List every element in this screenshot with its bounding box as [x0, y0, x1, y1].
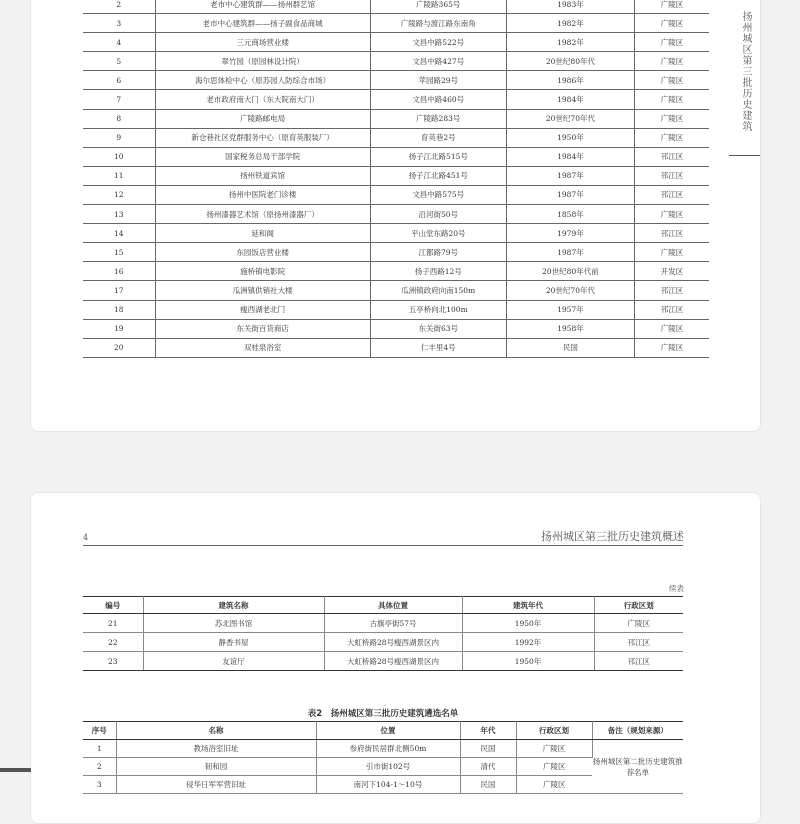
- cell-no: 7: [83, 90, 155, 109]
- table-row: [83, 147, 709, 166]
- cell-loc: 育英巷2号: [370, 128, 506, 147]
- cell-name: 海尔思体检中心（原苏园人防综合市场）: [155, 71, 370, 90]
- cell-district: 邗江区: [634, 147, 709, 166]
- table-row: [83, 319, 709, 338]
- cell-year: 民国: [506, 338, 634, 357]
- cell-loc: 大虹桥路28号瘦西湖景区内: [324, 652, 462, 671]
- cell-district: 广陵区: [516, 740, 592, 758]
- cell-loc: 文昌中路427号: [370, 52, 506, 71]
- cell-no: 5: [83, 52, 155, 71]
- vertical-section-title: 扬州城区第三批历史建筑: [740, 11, 751, 132]
- cell-no: 11: [83, 166, 155, 185]
- cell-year: 20世纪70年代: [506, 281, 634, 300]
- cell-no: 17: [83, 281, 155, 300]
- cell-loc: 文昌中路575号: [370, 185, 506, 204]
- table-row: [83, 185, 709, 204]
- cell-loc: 平山堂东路20号: [370, 224, 506, 243]
- header-cell: 年代: [460, 722, 516, 740]
- header-cell: 序号: [83, 722, 116, 740]
- cell-no: 23: [83, 652, 143, 671]
- cell-name: 东关街百货商店: [155, 319, 370, 338]
- cell-loc: 沿河街50号: [370, 205, 506, 224]
- cell-name: 静香书屋: [143, 633, 324, 652]
- cell-loc: 广陵路与渡江路东南角: [370, 14, 506, 33]
- cell-year: 1987年: [506, 166, 634, 185]
- buildings-table-continued: [83, 596, 683, 671]
- selection-list-table: [83, 721, 683, 794]
- cell-district: 邗江区: [634, 185, 709, 204]
- table-row: [83, 300, 709, 319]
- cell-year: 1858年: [506, 205, 634, 224]
- cell-name: 扬州铁道宾馆: [155, 166, 370, 185]
- cell-no: 18: [83, 300, 155, 319]
- table-row: [83, 33, 709, 52]
- selection-list-table-body: [83, 740, 683, 794]
- cell-name: 苏北图书馆: [143, 614, 324, 633]
- cell-year: 1982年: [506, 14, 634, 33]
- cell-no: 6: [83, 71, 155, 90]
- cell-loc: 苹园路29号: [370, 71, 506, 90]
- cell-loc: 南河下104-1～10号: [316, 776, 460, 794]
- cell-district: 邗江区: [594, 633, 683, 652]
- cell-loc: 东关街63号: [370, 319, 506, 338]
- cell-no: 22: [83, 633, 143, 652]
- cell-name: 韧和园: [116, 758, 316, 776]
- cell-loc: 文昌中路522号: [370, 33, 506, 52]
- cell-name: 延和阁: [155, 224, 370, 243]
- cell-loc: 仁丰里4号: [370, 338, 506, 357]
- cell-name: 广陵路邮电局: [155, 109, 370, 128]
- cell-no: 21: [83, 614, 143, 633]
- cell-name: 老市中心建筑群——扬州群艺馆: [155, 0, 370, 14]
- page-card-bottom: [30, 492, 761, 824]
- header-cell: 行政区划: [594, 597, 683, 614]
- table-row: [83, 243, 709, 262]
- cell-no: 16: [83, 262, 155, 281]
- cell-no: 3: [83, 776, 116, 794]
- cell-name: 瘦西湖老北门: [155, 300, 370, 319]
- cell-no: 12: [83, 185, 155, 204]
- cell-district: 邗江区: [634, 224, 709, 243]
- cell-name: 侵华日军军营旧址: [116, 776, 316, 794]
- cell-year: 1987年: [506, 243, 634, 262]
- cell-district: 广陵区: [634, 205, 709, 224]
- cell-district: 广陵区: [634, 90, 709, 109]
- cell-no: 19: [83, 319, 155, 338]
- cell-loc: 扬子江北路451号: [370, 166, 506, 185]
- cell-district: 广陵区: [634, 338, 709, 357]
- cell-year: 1986年: [506, 71, 634, 90]
- cell-district: 邗江区: [634, 300, 709, 319]
- page-card-top: [30, 0, 761, 432]
- table-row: [83, 633, 683, 652]
- cell-loc: 引市街102号: [316, 758, 460, 776]
- cell-district: 广陵区: [634, 109, 709, 128]
- cell-name: 老市政府南大门（东大院南大门）: [155, 90, 370, 109]
- page-number: 4: [83, 533, 89, 542]
- cell-no: 3: [83, 14, 155, 33]
- side-marker-bar: [0, 768, 31, 772]
- cell-year: 清代: [460, 758, 516, 776]
- cell-name: 新仓巷社区党群服务中心（原育英服装厂）: [155, 128, 370, 147]
- table-row: [83, 652, 683, 671]
- buildings-table-continued-body: [83, 614, 683, 671]
- cell-year: 20世纪80年代前: [506, 262, 634, 281]
- table-row: [83, 166, 709, 185]
- table-row: [83, 52, 709, 71]
- cell-loc: 文昌中路460号: [370, 90, 506, 109]
- cell-name: 施桥镇电影院: [155, 262, 370, 281]
- cell-district: 邗江区: [634, 281, 709, 300]
- cell-name: 三元商场营业楼: [155, 33, 370, 52]
- header-cell: 名称: [116, 722, 316, 740]
- cell-year: 1950年: [462, 614, 594, 633]
- cell-year: 1983年: [506, 0, 634, 14]
- cell-year: 1987年: [506, 185, 634, 204]
- table-row: [83, 224, 709, 243]
- table-row: [83, 614, 683, 633]
- table-header-row: [83, 597, 683, 614]
- cell-year: 1958年: [506, 319, 634, 338]
- cell-no: 13: [83, 205, 155, 224]
- cell-name: 国家税务总局干部学院: [155, 147, 370, 166]
- cell-remark: 扬州城区第二批历史建筑推荐名单: [592, 740, 683, 794]
- cell-name: 瓜洲镇供销社大楼: [155, 281, 370, 300]
- cell-loc: 江都路79号: [370, 243, 506, 262]
- table-row: [83, 71, 709, 90]
- cell-name: 教场浴室旧址: [116, 740, 316, 758]
- cell-district: 广陵区: [634, 243, 709, 262]
- cell-year: 1984年: [506, 90, 634, 109]
- section-divider: [729, 155, 760, 156]
- cell-year: 民国: [460, 740, 516, 758]
- cell-district: 广陵区: [634, 71, 709, 90]
- cell-year: 20世纪70年代: [506, 109, 634, 128]
- cell-year: 1992年: [462, 633, 594, 652]
- cell-year: 1982年: [506, 33, 634, 52]
- table-header-row: [83, 722, 683, 740]
- header-cell: 具体位置: [324, 597, 462, 614]
- table-row: [83, 90, 709, 109]
- cell-year: 1984年: [506, 147, 634, 166]
- header-cell: 编号: [83, 597, 143, 614]
- cell-year: 民国: [460, 776, 516, 794]
- table-row: [83, 0, 709, 14]
- cell-district: 开发区: [634, 262, 709, 281]
- table-row: [83, 205, 709, 224]
- running-head: 扬州城区第三批历史建筑概述: [541, 530, 684, 543]
- cell-district: 广陵区: [594, 614, 683, 633]
- cell-loc: 扬子江北路515号: [370, 147, 506, 166]
- cell-district: 广陵区: [516, 776, 592, 794]
- cell-no: 20: [83, 338, 155, 357]
- table-row: [83, 109, 709, 128]
- cell-year: 1979年: [506, 224, 634, 243]
- cell-district: 广陵区: [634, 0, 709, 14]
- cell-district: 广陵区: [634, 14, 709, 33]
- cell-name: 老市中心建筑群——扬子副食品商城: [155, 14, 370, 33]
- table2-title: 表2 扬州城区第三批历史建筑遴选名单: [307, 709, 459, 719]
- buildings-table-part1-body: [83, 0, 709, 357]
- cell-no: 14: [83, 224, 155, 243]
- cell-year: 1950年: [506, 128, 634, 147]
- cell-name: 翠竹园（原园林设计院）: [155, 52, 370, 71]
- cell-name: 扬州漆器艺术馆（原扬州漆器厂）: [155, 205, 370, 224]
- cell-no: 10: [83, 147, 155, 166]
- cell-district: 广陵区: [634, 52, 709, 71]
- cell-year: 20世纪80年代: [506, 52, 634, 71]
- header-cell: 建筑名称: [143, 597, 324, 614]
- header-cell: 备注（规划来源）: [592, 722, 683, 740]
- cell-no: 2: [83, 0, 155, 14]
- cell-loc: 五亭桥向北100m: [370, 300, 506, 319]
- cell-loc: 大虹桥路28号瘦西湖景区内: [324, 633, 462, 652]
- cell-loc: 扬子西路12号: [370, 262, 506, 281]
- cell-year: 1957年: [506, 300, 634, 319]
- cell-loc: 广陵路283号: [370, 109, 506, 128]
- header-cell: 位置: [316, 722, 460, 740]
- cell-no: 8: [83, 109, 155, 128]
- cell-district: 广陵区: [634, 319, 709, 338]
- cell-no: 9: [83, 128, 155, 147]
- continued-label: 续表: [669, 584, 684, 593]
- header-rule: [83, 545, 683, 546]
- table-row: [83, 338, 709, 357]
- cell-district: 广陵区: [634, 33, 709, 52]
- table-row: [83, 262, 709, 281]
- table-row: [83, 740, 683, 758]
- cell-district: 广陵区: [516, 758, 592, 776]
- cell-loc: 古旗亭街57号: [324, 614, 462, 633]
- cell-district: 邗江区: [594, 652, 683, 671]
- cell-no: 2: [83, 758, 116, 776]
- cell-name: 双桂泉浴室: [155, 338, 370, 357]
- cell-name: 友谊厅: [143, 652, 324, 671]
- cell-loc: 瓜洲镇政府向南150m: [370, 281, 506, 300]
- buildings-table-part1: [83, 0, 709, 358]
- header-cell: 建筑年代: [462, 597, 594, 614]
- cell-no: 15: [83, 243, 155, 262]
- cell-name: 扬州中医院老门诊楼: [155, 185, 370, 204]
- table-row: [83, 14, 709, 33]
- cell-loc: 参府街民居群北侧50m: [316, 740, 460, 758]
- header-cell: 行政区划: [516, 722, 592, 740]
- table-row: [83, 128, 709, 147]
- cell-district: 邗江区: [634, 166, 709, 185]
- table-row: [83, 281, 709, 300]
- cell-no: 4: [83, 33, 155, 52]
- cell-no: 1: [83, 740, 116, 758]
- cell-name: 东园饭店营业楼: [155, 243, 370, 262]
- cell-year: 1950年: [462, 652, 594, 671]
- cell-district: 广陵区: [634, 128, 709, 147]
- cell-loc: 广陵路365号: [370, 0, 506, 14]
